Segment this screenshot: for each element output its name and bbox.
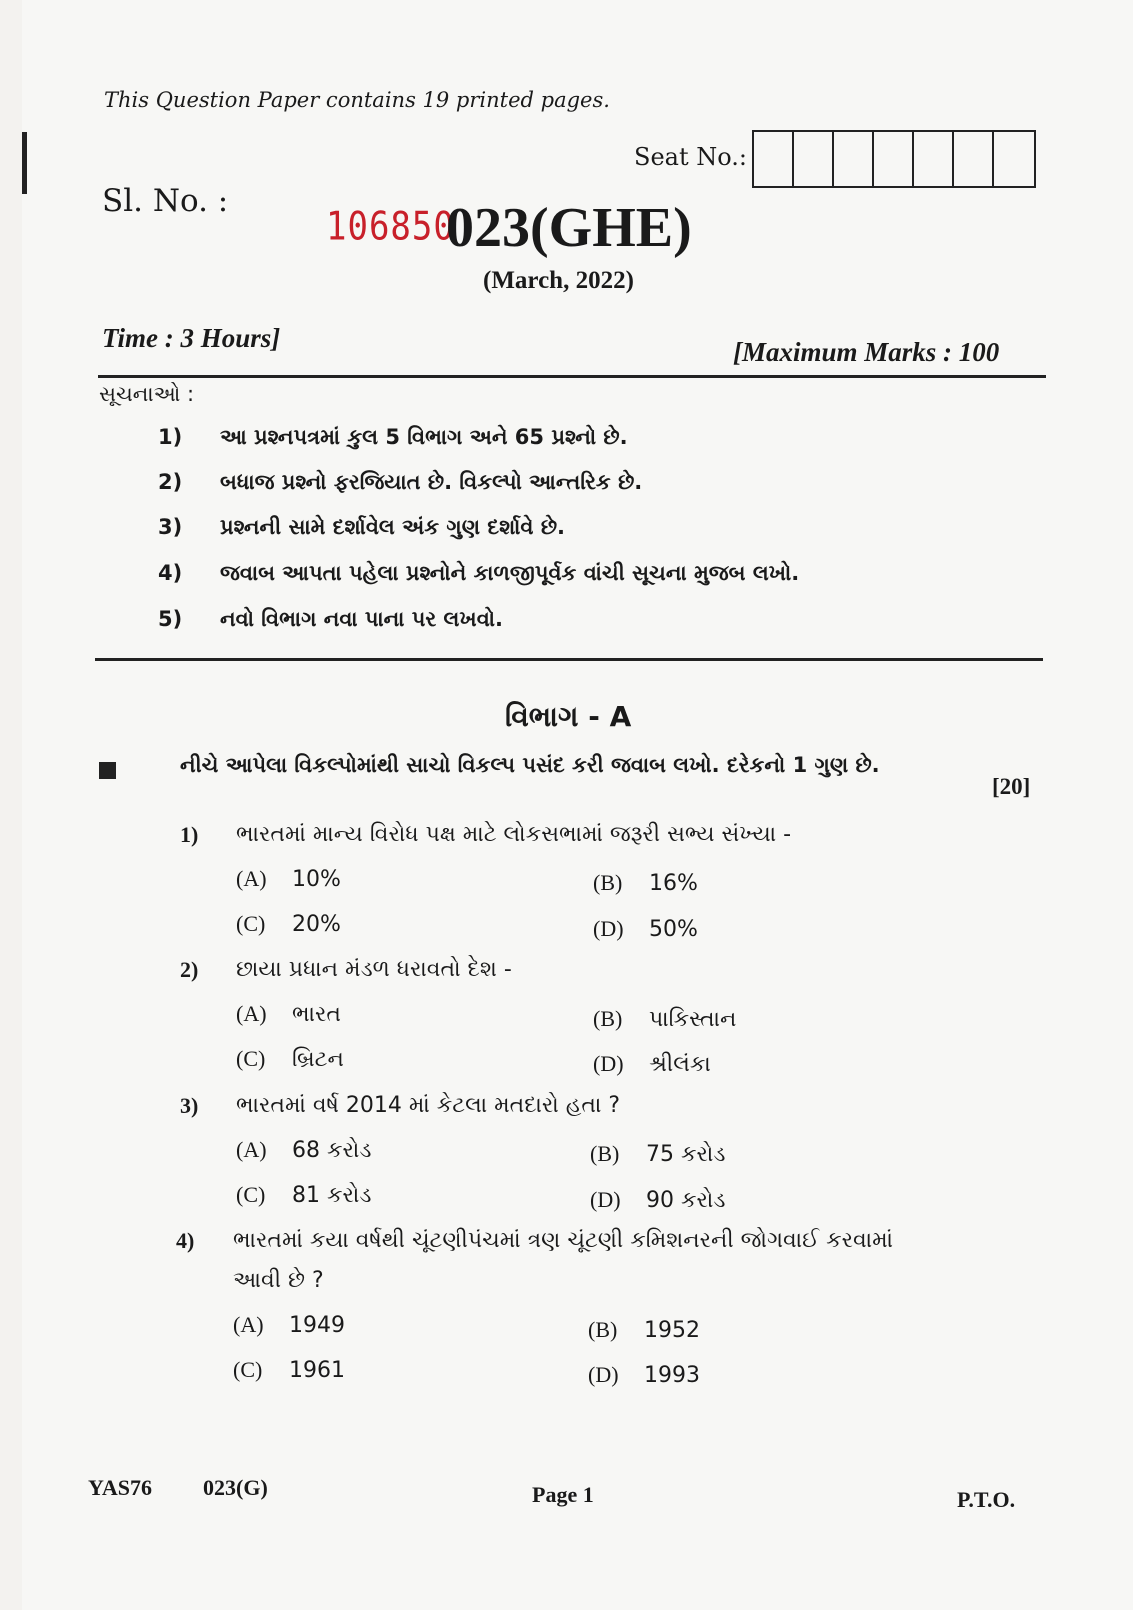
- instruction-number: 2): [158, 470, 183, 494]
- option-c: [236, 1046, 344, 1072]
- option-text: 75 કરોડ: [646, 1142, 726, 1167]
- binding-mark: [22, 132, 27, 194]
- option-label: (A): [236, 1137, 267, 1162]
- instruction-number: 3): [158, 515, 183, 539]
- option-d: [593, 1051, 711, 1077]
- footer-code: YAS76: [88, 1475, 152, 1500]
- option-label: (C): [236, 1182, 266, 1207]
- seat-box: [994, 132, 1034, 186]
- header-divider: [98, 375, 1046, 378]
- seat-number-label: Seat No.:: [634, 143, 747, 171]
- question-text-continued: આવી છે ?: [233, 1268, 324, 1293]
- option-text: 1949: [289, 1313, 345, 1338]
- option-b: [593, 1006, 736, 1032]
- question-number: 1): [180, 822, 199, 847]
- pages-note: This Question Paper contains 19 printed pages.: [104, 88, 610, 112]
- paper-code: 023(GHE): [446, 197, 692, 259]
- option-label: (B): [593, 1006, 623, 1031]
- option-label: (B): [593, 870, 623, 895]
- page-number: Page 1: [532, 1482, 594, 1507]
- please-turn-over: P.T.O.: [957, 1487, 1016, 1512]
- option-text: 10%: [292, 867, 341, 892]
- option-a: [233, 1312, 345, 1338]
- instruction-item: [158, 515, 565, 540]
- option-text: 68 કરોડ: [292, 1138, 372, 1163]
- instruction-item: [158, 470, 642, 495]
- option-label: (D): [590, 1187, 621, 1212]
- option-c: [236, 1182, 371, 1208]
- instructions-divider: [95, 658, 1043, 661]
- question-text: છાયા પ્રધાન મંડળ ધરાવતો દેશ -: [236, 957, 512, 982]
- seat-box: [754, 132, 794, 186]
- option-text: 1993: [644, 1363, 700, 1388]
- instruction-text: નવો વિભાગ નવા પાના પર લખવો.: [220, 607, 504, 631]
- question-number: 4): [176, 1228, 195, 1253]
- option-label: (B): [590, 1141, 620, 1166]
- option-label: (D): [593, 916, 624, 941]
- instruction-text: બધાજ પ્રશ્નો ફરજિયાત છે. વિકલ્પો આન્તરિક છે.: [220, 470, 643, 494]
- instruction-text: પ્રશ્નની સામે દર્શાવેલ અંક ગુણ દર્શાવે છે.: [220, 515, 566, 539]
- square-bullet-icon: [99, 762, 116, 779]
- instruction-text: જવાબ આપતા પહેલા પ્રશ્નોને કાળજીપૂર્વક વાંચી સૂચના મુજબ લખો.: [220, 561, 800, 585]
- option-text: 81 કરોડ: [292, 1183, 372, 1208]
- option-label: (A): [236, 1001, 267, 1026]
- instruction-item: [158, 607, 503, 632]
- seat-box: [954, 132, 994, 186]
- instruction-number: 5): [158, 607, 183, 631]
- option-label: (D): [593, 1051, 624, 1076]
- question-text: ભારતમાં માન્ય વિરોધ પક્ષ માટે લોકસભામાં જરૂરી સભ્ય સંખ્યા -: [236, 822, 792, 847]
- option-d: [593, 916, 698, 942]
- instruction-item: [158, 425, 628, 450]
- option-a: [236, 1001, 341, 1027]
- option-d: [588, 1362, 700, 1388]
- maximum-marks: [Maximum Marks : 100: [733, 337, 1000, 367]
- option-text: 1961: [289, 1358, 345, 1383]
- option-label: (A): [236, 866, 267, 891]
- seat-number-boxes: [752, 130, 1036, 188]
- serial-number-label: Sl. No. :: [102, 183, 229, 219]
- instruction-text: આ પ્રશ્નપત્રમાં કુલ 5 વિભાગ અને 65 પ્રશ્નો છે.: [220, 425, 628, 449]
- option-a: [236, 1137, 371, 1163]
- exam-time: Time : 3 Hours]: [102, 323, 281, 353]
- question-text: ભારતમાં વર્ષ 2014 માં કેટલા મતદારો હતા ?: [236, 1093, 621, 1118]
- footer-paper-code: 023(G): [203, 1475, 268, 1500]
- section-title: વિભાગ - A: [505, 700, 632, 733]
- option-label: (C): [233, 1357, 263, 1382]
- serial-number-stamp: 106850: [326, 204, 455, 250]
- option-label: (D): [588, 1362, 619, 1387]
- option-text: 16%: [649, 871, 698, 896]
- question-number: 2): [180, 957, 199, 982]
- option-c: [236, 911, 341, 937]
- option-text: ભારત: [292, 1002, 341, 1027]
- option-text: બ્રિટન: [292, 1047, 344, 1072]
- option-a: [236, 866, 341, 892]
- option-text: 1952: [644, 1318, 700, 1343]
- instruction-number: 4): [158, 561, 183, 585]
- question-text: ભારતમાં કયા વર્ષથી ચૂંટણીપંચમાં ત્રણ ચૂંટણી કમિશનરની જોગવાઈ કરવામાં: [233, 1228, 894, 1253]
- seat-box: [834, 132, 874, 186]
- option-d: [590, 1187, 725, 1213]
- instruction-item: [158, 561, 799, 586]
- section-marks: [20]: [992, 774, 1031, 799]
- option-b: [590, 1141, 725, 1167]
- option-b: [593, 870, 698, 896]
- section-instruction: નીચે આપેલા વિકલ્પોમાંથી સાચો વિકલ્પ પસંદ કરી જવાબ લખો. દરેકનો 1 ગુણ છે.: [180, 753, 880, 777]
- instruction-number: 1): [158, 425, 183, 449]
- option-label: (C): [236, 1046, 266, 1071]
- option-text: શ્રીલંકા: [649, 1052, 711, 1077]
- exam-date: (March, 2022): [483, 267, 634, 294]
- option-label: (C): [236, 911, 266, 936]
- seat-box: [794, 132, 834, 186]
- seat-box: [914, 132, 954, 186]
- option-text: 20%: [292, 912, 341, 937]
- option-text: 90 કરોડ: [646, 1188, 726, 1213]
- option-b: [588, 1317, 700, 1343]
- seat-box: [874, 132, 914, 186]
- option-c: [233, 1357, 345, 1383]
- instructions-heading: સૂચનાઓ :: [99, 382, 195, 406]
- option-text: 50%: [649, 917, 698, 942]
- option-text: પાકિસ્તાન: [649, 1007, 737, 1032]
- option-label: (A): [233, 1312, 264, 1337]
- question-number: 3): [180, 1093, 199, 1118]
- option-label: (B): [588, 1317, 618, 1342]
